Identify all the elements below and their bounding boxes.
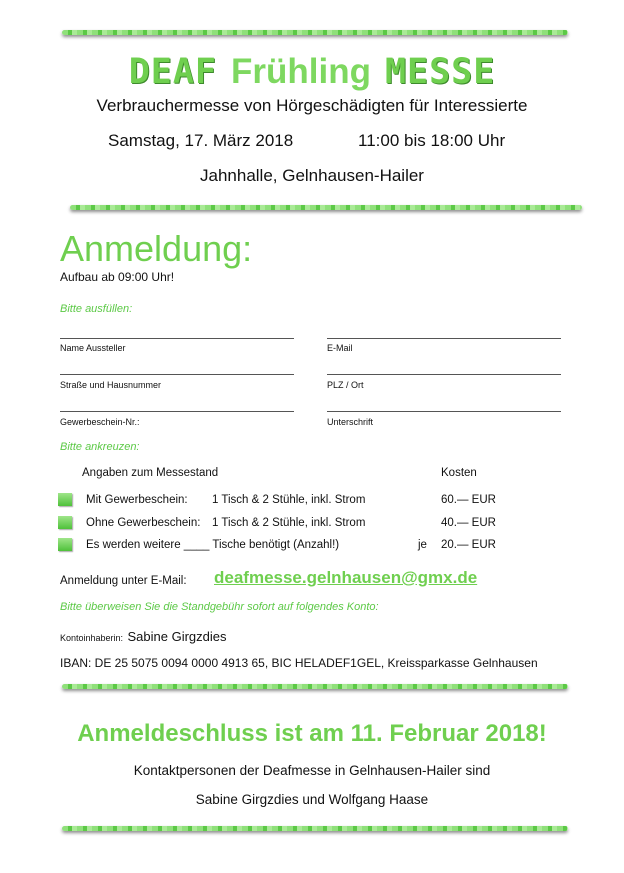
name-field-label: Name Aussteller xyxy=(60,343,126,353)
option-price-2: 40.— EUR xyxy=(441,517,496,529)
option-detail-1: 1 Tisch & 2 Stühle, inkl. Strom xyxy=(212,494,366,506)
account-holder-name: Sabine Girgzdies xyxy=(127,629,227,644)
event-title xyxy=(0,52,624,92)
event-venue: Jahnhalle, Gelnhausen-Hailer xyxy=(200,166,424,185)
fill-hint: Bitte ausfüllen: xyxy=(60,303,133,315)
street-field-line[interactable] xyxy=(60,374,294,375)
signature-field-line[interactable] xyxy=(327,411,561,412)
zip-city-field-label: PLZ / Ort xyxy=(327,380,364,390)
trade-license-field-line[interactable] xyxy=(60,411,294,412)
option-label-2: Ohne Gewerbeschein: xyxy=(86,517,201,529)
option-checkbox-1[interactable] xyxy=(58,493,72,506)
zip-city-field-line[interactable] xyxy=(327,374,561,375)
option-prefix-3: je xyxy=(418,539,427,551)
email-field-line[interactable] xyxy=(327,338,561,339)
registration-divider xyxy=(62,684,568,689)
event-subtitle: Verbrauchermesse von Hörgeschädigten für Interessierte xyxy=(96,96,528,115)
option-checkbox-3[interactable] xyxy=(58,538,72,551)
registration-email-link[interactable]: deafmesse.gelnhausen@gmx.de xyxy=(214,568,478,587)
name-field-line[interactable] xyxy=(60,338,294,339)
bottom-divider xyxy=(62,826,568,831)
registration-heading: Anmeldung: xyxy=(60,228,253,269)
check-hint: Bitte ankreuzen: xyxy=(60,441,140,453)
email-label: Anmeldung unter E-Mail: xyxy=(60,575,187,587)
header-divider xyxy=(70,205,582,210)
option-price-3: 20.— EUR xyxy=(441,539,496,551)
costs-header: Kosten xyxy=(441,467,477,479)
option-price-1: 60.— EUR xyxy=(441,494,496,506)
option-label-3: Es werden weitere ____ Tische benötigt (Anzahl!) xyxy=(86,539,340,551)
setup-note: Aufbau ab 09:00 Uhr! xyxy=(60,270,175,284)
top-divider xyxy=(62,30,568,35)
title-messe: MESSE xyxy=(384,52,496,92)
email-field-label: E-Mail xyxy=(327,343,353,353)
title-fruehling: Frühling xyxy=(230,52,371,91)
contacts-names: Sabine Girgzdies und Wolfgang Haase xyxy=(195,792,429,807)
transfer-hint: Bitte überweisen Sie die Standgebühr sofort auf folgendes Konto: xyxy=(60,601,379,613)
signature-field-label: Unterschrift xyxy=(327,417,374,427)
event-date: Samstag, 17. März 2018 xyxy=(108,131,294,150)
option-label-1: Mit Gewerbeschein: xyxy=(86,494,188,506)
option-detail-2: 1 Tisch & 2 Stühle, inkl. Strom xyxy=(212,517,366,529)
iban-line: IBAN: DE 25 5075 0094 0000 4913 65, BIC HELADEF1GEL, Kreissparkasse Gelnhausen xyxy=(60,656,538,670)
event-time: 11:00 bis 18:00 Uhr xyxy=(358,131,506,150)
account-holder xyxy=(60,628,227,646)
trade-license-field-label: Gewerbeschein-Nr.: xyxy=(60,417,140,427)
deadline-notice: Anmeldeschluss ist am 11. Februar 2018! xyxy=(77,720,547,747)
stand-table-header: Angaben zum Messestand xyxy=(82,467,219,479)
title-deaf: DEAF xyxy=(128,52,217,92)
account-holder-label: Kontoinhaberin: xyxy=(60,633,124,643)
street-field-label: Straße und Hausnummer xyxy=(60,380,162,390)
contacts-line: Kontaktpersonen der Deafmesse in Gelnhausen-Hailer sind xyxy=(133,763,491,778)
option-checkbox-2[interactable] xyxy=(58,516,72,529)
